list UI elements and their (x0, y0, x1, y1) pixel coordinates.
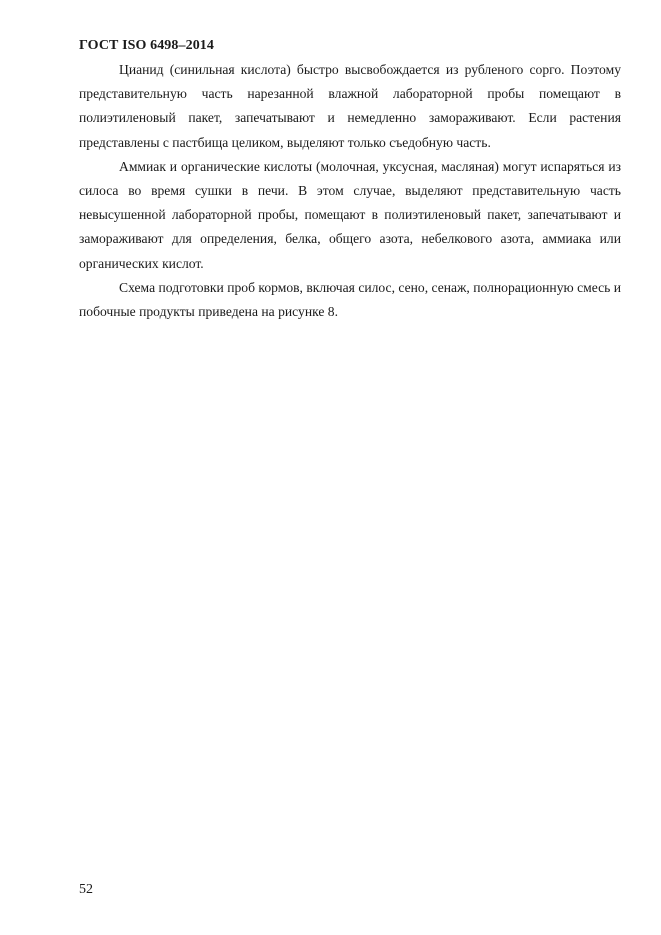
paragraph-cyanide: Цианид (синильная кислота) быстро высвобождается из рубленого сорго. Поэтому представительную часть нарезанной влажной лабораторной пробы помещают в полиэтиленовый пакет, запечатывают и немедленно замораживают. Если растения представлены с пастбища целиком, выделяют только съедобную часть. (79, 62, 621, 150)
paragraph-scheme: Схема подготовки проб кормов, включая силос, сено, сенаж, полнорационную смесь и побочные продукты приведена на рисунке 8. (79, 279, 621, 320)
paragraph-ammonia: Аммиак и органические кислоты (молочная, уксусная, масляная) могут испаряться из силоса во время сушки в печи. В этом случае, выделяют представительную часть невысушенной лабораторной пробы, помещают в полиэтиленовый пакет, запечатывают и замораживают для определения, белка, общего азота, небелкового азота, аммиака или органических кислот. (79, 158, 621, 271)
document-header: ГОСТ ISO 6498–2014 (79, 38, 214, 53)
document-body (79, 58, 621, 324)
page-number: 52 (79, 882, 93, 897)
